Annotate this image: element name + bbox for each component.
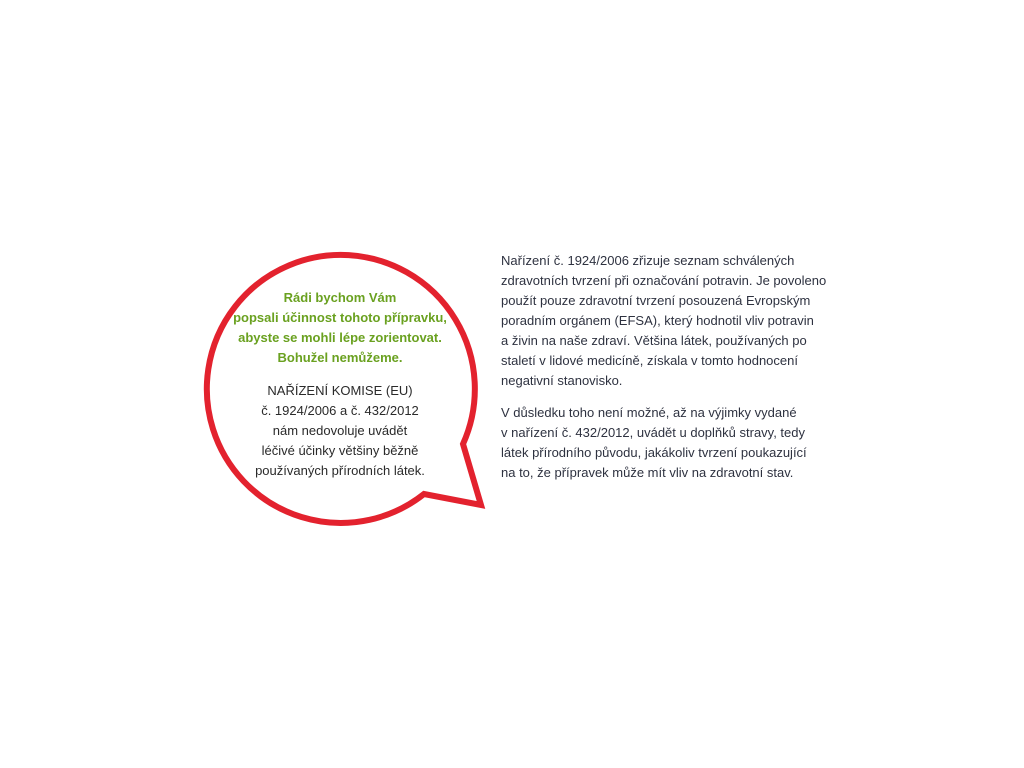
bubble-highlight-line: Rádi bychom Vám bbox=[283, 290, 397, 305]
info-line: poradním orgánem (EFSA), který hodnotil vliv potravin bbox=[501, 313, 814, 328]
bubble-regulation-line: č. 1924/2006 a č. 432/2012 bbox=[261, 403, 419, 418]
info-line: látek přírodního původu, jakákoliv tvrzení poukazující bbox=[501, 445, 807, 460]
bubble-regulation-line: NAŘÍZENÍ KOMISE (EU) bbox=[267, 383, 413, 398]
bubble-regulation-text bbox=[210, 381, 470, 481]
bubble-regulation-line: léčivé účinky většiny běžně bbox=[261, 443, 419, 458]
bubble-highlight-text bbox=[210, 288, 470, 368]
bubble-regulation-line: nám nedovoluje uvádět bbox=[272, 423, 408, 438]
info-line: na to, že přípravek může mít vliv na zdravotní stav. bbox=[501, 465, 794, 480]
info-line: zdravotních tvrzení při označování potravin. Je povoleno bbox=[501, 273, 827, 288]
info-line: a živin na naše zdraví. Většina látek, používaných po bbox=[501, 333, 807, 348]
info-line: staletí v lidové medicíně, získala v tomto hodnocení bbox=[501, 353, 798, 368]
bubble-regulation-line: používaných přírodních látek. bbox=[255, 463, 425, 478]
speech-bubble-text bbox=[210, 288, 470, 481]
info-text-block bbox=[501, 251, 841, 483]
info-paragraph-1 bbox=[501, 251, 841, 391]
info-line: V důsledku toho není možné, až na výjimky vydané bbox=[501, 405, 797, 420]
bubble-highlight-line: popsali účinnost tohoto přípravku, bbox=[233, 310, 447, 325]
info-line: negativní stanovisko. bbox=[501, 373, 623, 388]
bubble-highlight-line: Bohužel nemůžeme. bbox=[277, 350, 403, 365]
info-line: v nařízení č. 432/2012, uvádět u doplňků stravy, tedy bbox=[501, 425, 806, 440]
info-paragraph-2 bbox=[501, 403, 841, 483]
bubble-highlight-line: abyste se mohli lépe zorientovat. bbox=[238, 330, 442, 345]
info-line: použít pouze zdravotní tvrzení posouzená Evropským bbox=[501, 293, 811, 308]
info-line: Nařízení č. 1924/2006 zřizuje seznam schválených bbox=[501, 253, 795, 268]
